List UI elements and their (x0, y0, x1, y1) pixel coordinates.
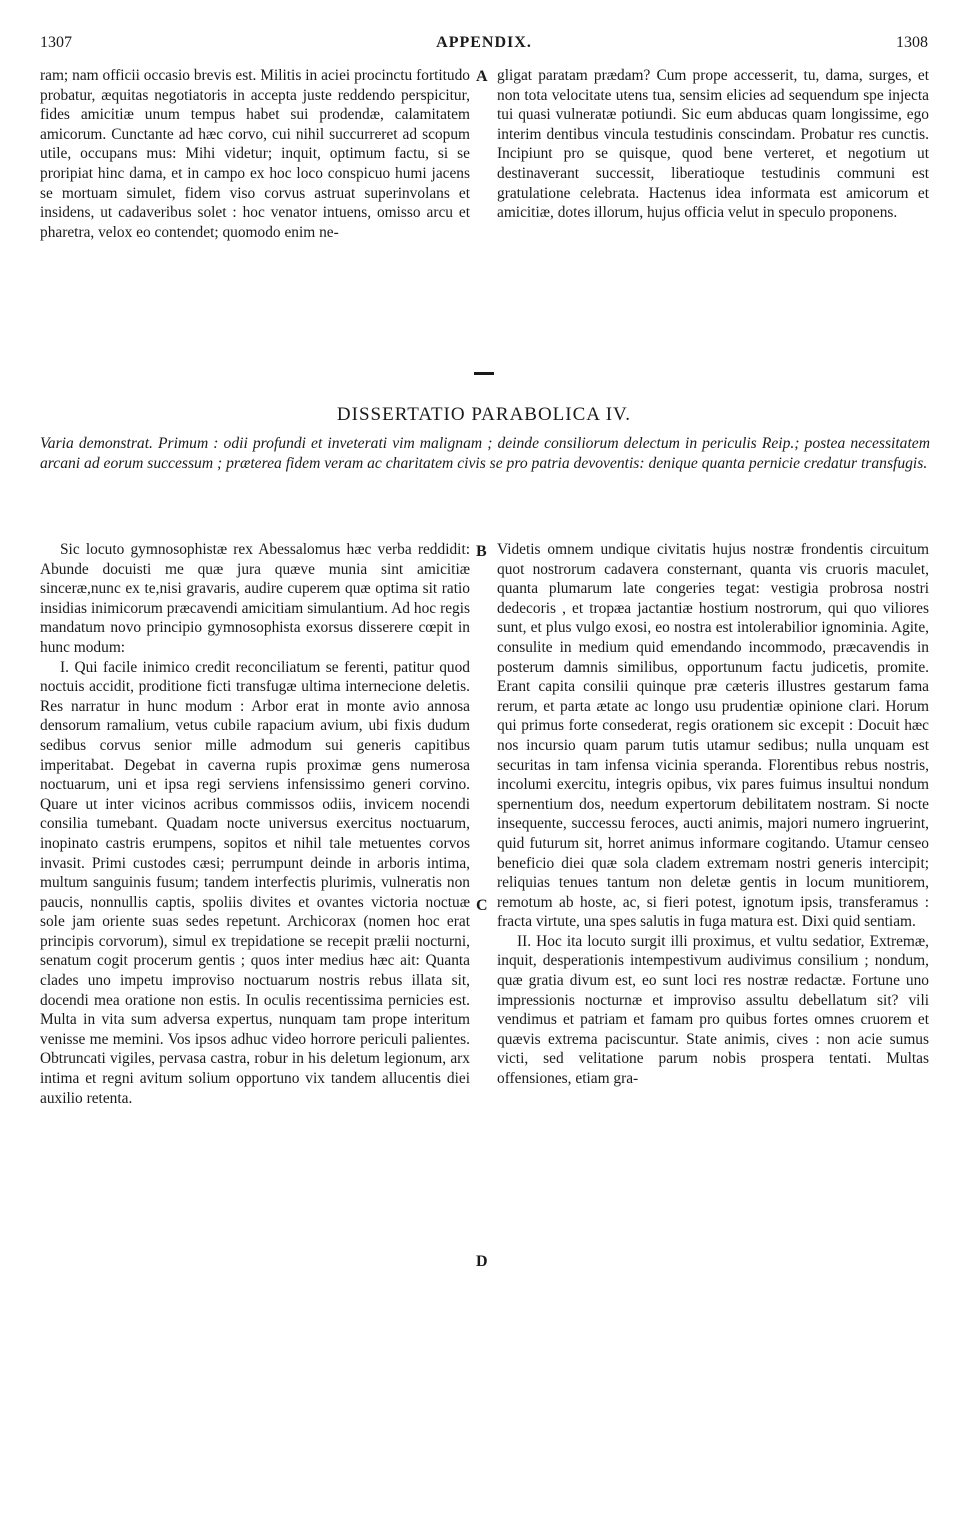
margin-marker-b: B (476, 543, 487, 560)
top-right-column (497, 66, 929, 223)
body-right-column (497, 540, 929, 1089)
section-title: DISSERTATIO PARABOLICA IV. (336, 404, 632, 425)
paragraph: Videtis omnem undique civitatis hujus nostræ frondentis circuitum quot nostrorum cadavera consternant, quanta vis cruoris maculet, quanta plumarum late congeries tegat: vestigia probrosa nostri dedecoris , et tropæa jactantiæ hostium nostrorum, qui quo viliores sunt, et plus vulgo exosi, eo nostra est intolerabilior ignominia. Agite, consulite in medium quid emendando incommodo, præcavendis in posterum damnis similibus, opportunum factu judicetis, promite. Erant capita consilii quinque præ cæteris illustres gestarum fama rerum, et parta ætate ac longo usu prudentiæ opinione clari. Horum qui primus forte consederat, regis orationem sic excepit : Docuit hæc nos incursio quam parum tutis utamur sedibus; nulla unquam est securitas in tam infensa vicinia speranda. Florentibus rebus nostris, incolumi exercitu, integris opibus, vix pares fuimus insultui nondum spernentium dos, needum expertorum debilitatem nostram. Si nocte insequente, successu feroces, aucti animis, majori numero ingruerint, quid futurum sit, horret animus informare cogitando. Utamur censeo beneficio diei quæ sola cladem extremam nostri generis intercipit; reliquias tenues tantum non deletæ gentis in locum munitiorem, remotum ab hoste, ac, si fieri potest, ignotum ipsis, transferamus : fracta virtute, una spes salutis in fuga matura est. Dixi quid sentiam. (497, 541, 929, 931)
paragraph: ram; nam officii occasio brevis est. Militis in aciei procinctu fortitudo probatur, æquitas negotiatoris in accepta juste reddendo perspicitur, fides amicitiæ unum tempus habet sui prodendæ, calamitatem amicorum. Cunctante ad hæc corvo, cui nihil succurreret ad scopum utile, occupans mus: Mihi videtur; inquit, optimum factu, si se proripiat hinc dama, et in campo ex hoc loco conspicuo humi jacens se mortuam simulet, fidem viso corvus astruat superinvolans et insidens, ut cadaveribus solet : hoc venator intuens, omisso arcu et pharetra, velox eo contendet; quomodo enim ne- (40, 67, 470, 241)
margin-marker-c: C (476, 897, 488, 914)
margin-marker-d: D (476, 1253, 488, 1270)
body-left-column (40, 540, 470, 1108)
page-header (40, 34, 928, 58)
page-number-left: 1307 (40, 34, 72, 51)
paragraph: I. Qui facile inimico credit reconciliatum se ferenti, patitur quod noctuis accidit, proditione ficti transfugæ ultima internecione deletis. Res narratur in hunc modum : Arbor erat in monte avio annosa densorum ramalium, vetus cubile rapacium avium, ubi fixis dudum sedibus corvus senior mille admodum sui generis capitibus imperitabat. Degebat in caverna rupis proximæ gens numerosa noctuarum, uni et ipsa regi serviens infensissimo generi corvino. Quare ut inter vicinos acribus commissos odiis, invicem nocendi consilia tumebant. Quadam nocte universus exercitus noctuarum, inopinato castris erumpens, sopitos et nihil tale metuentes corvos invasit. Primi custodes cæsi; perrumpunt deinde in arboris intima, multum sanguinis fusum; tandem interfectis plurimis, vulneratis non paucis, nonnullis captis, spoliis divites et ovantes victoria noctuæ sole jam oriente suas sedes repetunt. Archicorax (nomen hoc erat principis corvorum), simul ex trepidatione se recepit prælii nocturni, senatum cogit procerum gentis ; quos inter medius hæc ait: Quanta clades uno impetu improviso noctuarum nostris rebus illata sit, docendi mea oratione non estis. In oculis recentissima pernicies est. Multa in vita sum adversa expertus, nunquam tam prope interitum venisse me memini. Vos ipsos adhuc video horrore periculi palientes. Obtruncati vigiles, pervasa castra, robur in his deletum legionum, arx intima et regni avitum solium opportuno vix tandem allucentis diei auxilio retenta. (40, 658, 470, 1107)
page-number-right: 1308 (896, 34, 928, 51)
running-title: APPENDIX. (436, 34, 532, 51)
paragraph: gligat paratam prædam? Cum prope accesserit, tu, dama, surges, et non tota velocitate utens tua, sensim elicies ad sequendum spe injecta tui quasi vulneratæ potiundi. Sic eum abducas quam longissime, ego interim dentibus vincula testudinis conscindam. Probatur res cunctis. Incipiunt pro se quisque, quod bene verteret, et negotium ut destinaverant successit, liberatioque testudinis communi est gratulatione celebrata. Hactenus idea informata est amicorum et amicitiæ, dotes illorum, hujus officia velut in speculo proponens. (497, 67, 929, 222)
section-summary: Varia demonstrat. Primum : odii profundi et inveterati vim malignam ; deinde consiliorum delectum in periculis Reip.; postea necessitatem arcani ad eorum successum ; præterea fidem veram ac charitatem civis se pro patria devoventis: denique quanta pernicie credatur transfugis. (40, 435, 930, 472)
top-left-column (40, 66, 470, 242)
paragraph: Sic locuto gymnosophistæ rex Abessalomus hæc verba reddidit: Abunde docuisti me quæ jura quæve munia sint amicitiæ sinceræ,nunc ex te,nisi gravaris, audire cuperem quæ optima sit ratio insidias inimicorum præcavendi amicitiam simulantium. Ad hoc regis mandatum novo principio gymnosophista exorsus disserere cœpit in hunc modum: (40, 541, 470, 656)
section-divider (474, 372, 494, 375)
margin-marker-a: A (476, 68, 488, 85)
paragraph: II. Hoc ita locuto surgit illi proximus, et vultu sedatior, Extremæ, inquit, desperationis intempestivum audivimus consilium ; nondum, quæ gratia divum est, eo sunt loci res nostræ redactæ. Fortune uno impressionis nocturnæ et improviso assultu debellatum sit? vili vendimus et patriam et famam pro quibus fortes omnes cruorem et quævis extrema paciscuntur. State animis, cives : non acie sumus victi, sed velitatione parum nobis prospera tentati. Multas offensiones, etiam gra- (497, 932, 929, 1088)
